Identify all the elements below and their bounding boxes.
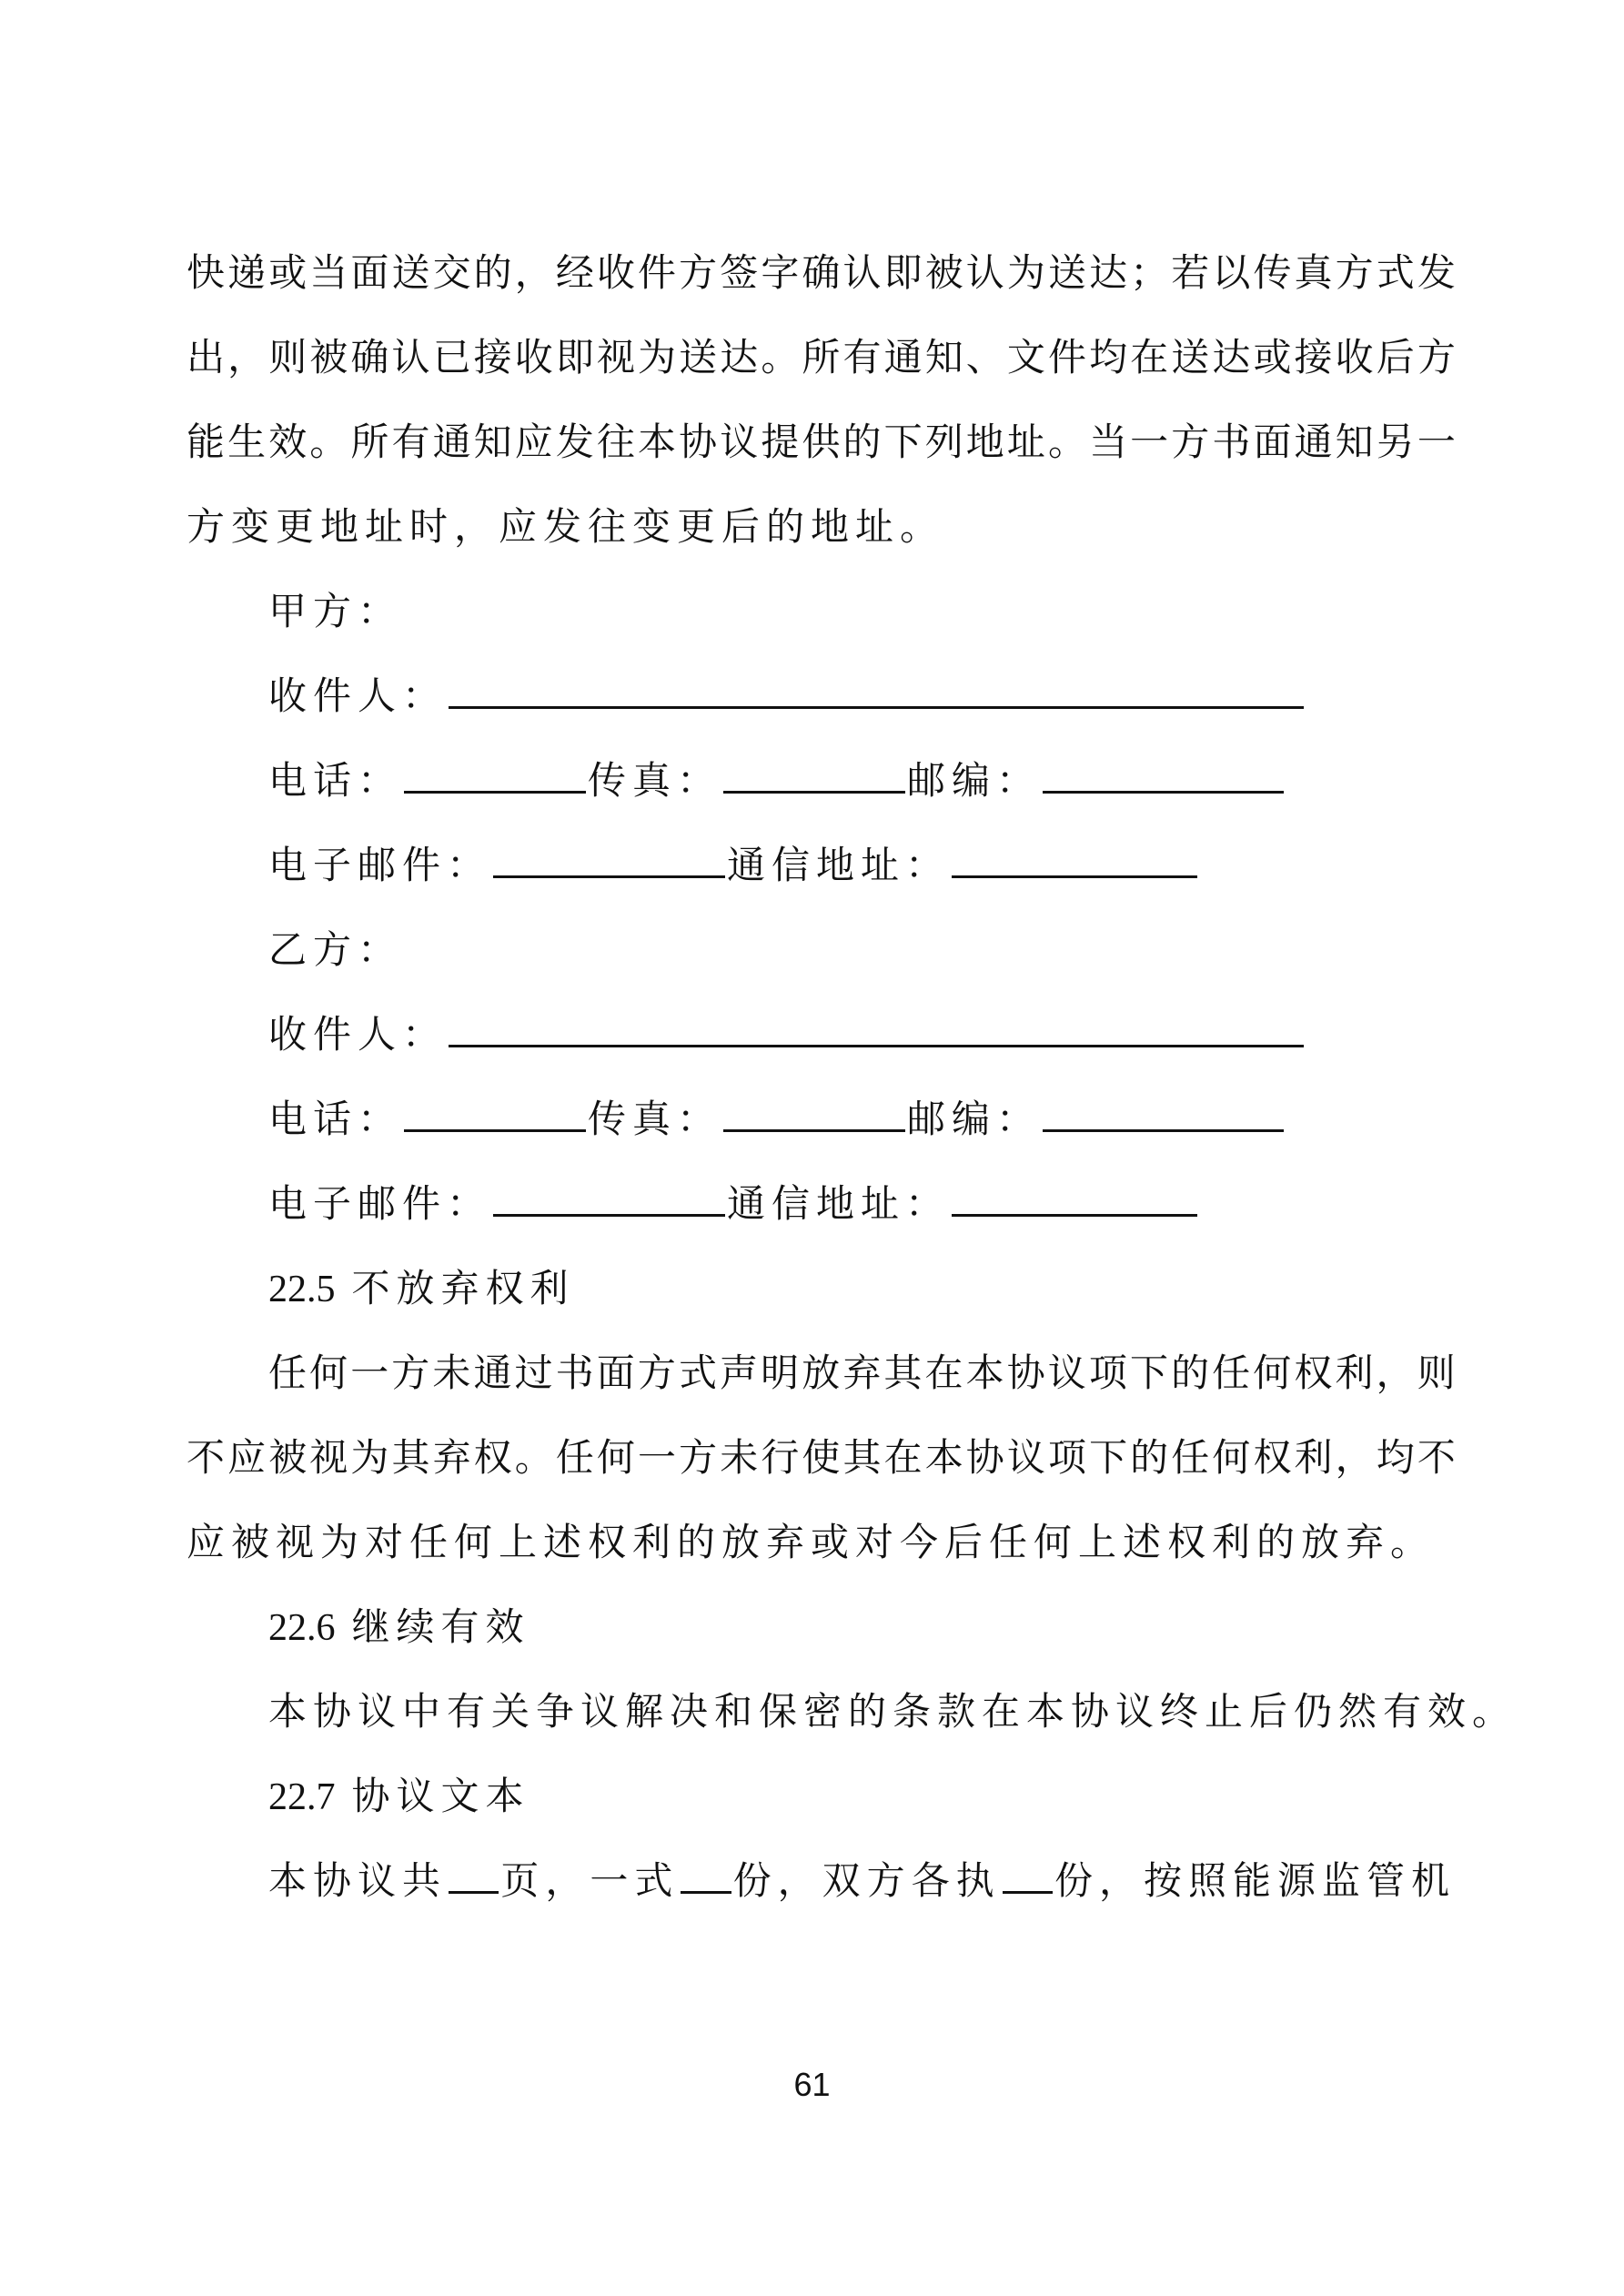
glyph: 书 (1212, 420, 1251, 464)
glyph: 列 (924, 420, 963, 464)
glyph: ； (1130, 250, 1169, 295)
notice-line-1 (187, 246, 1456, 300)
glyph: 权 (473, 1435, 512, 1480)
glyph: 应 (227, 1435, 267, 1480)
glyph: 方 (391, 1350, 430, 1395)
glyph: 方 (1171, 420, 1210, 464)
glyph: 、 (965, 335, 1004, 379)
glyph: 何 (1212, 1435, 1251, 1480)
glyph: 被 (268, 1435, 308, 1480)
glyph: 即 (555, 335, 594, 379)
party-b-email-blank[interactable] (493, 1179, 725, 1217)
glyph: 议 (1047, 1350, 1086, 1395)
glyph: 权 (1294, 1350, 1333, 1395)
glyph: 已 (432, 335, 471, 379)
glyph: 通 (883, 335, 923, 379)
glyph: ， (1376, 1350, 1415, 1395)
glyph: 交 (432, 250, 471, 295)
glyph: 。 (514, 1435, 553, 1480)
section-number: 22.5 (268, 1269, 336, 1310)
glyph: 地 (965, 420, 1004, 464)
text-segment: 份，双方各执 (732, 1858, 1001, 1903)
party-a-email-blank[interactable] (493, 841, 725, 878)
section-22-6-heading (268, 1600, 530, 1654)
glyph: 弃 (432, 1435, 471, 1480)
glyph: 面 (596, 1350, 635, 1395)
glyph: 送 (1047, 250, 1086, 295)
section-22-5-heading (268, 1261, 575, 1316)
glyph: 视 (309, 1435, 348, 1480)
glyph: 任 (1171, 1435, 1210, 1480)
party-b-phone-blank[interactable] (404, 1095, 586, 1132)
phone-label: 电话： (268, 758, 403, 803)
glyph: 能 (187, 420, 226, 464)
glyph: 另 (1376, 420, 1415, 464)
glyph: 任 (555, 1435, 594, 1480)
glyph: 被 (309, 335, 348, 379)
glyph: 式 (678, 1350, 717, 1395)
glyph: 供 (802, 420, 841, 464)
glyph: 声 (720, 1350, 759, 1395)
glyph: 的 (473, 250, 512, 295)
glyph: 确 (802, 250, 841, 295)
glyph: 收 (596, 250, 635, 295)
glyph: 协 (965, 1435, 1004, 1480)
glyph: 为 (638, 335, 677, 379)
glyph: 式 (1376, 250, 1415, 295)
glyph: 视 (596, 335, 635, 379)
address-label: 通信地址： (727, 843, 951, 887)
glyph: 发 (1417, 250, 1456, 295)
glyph: 或 (1253, 335, 1292, 379)
glyph: 知 (473, 420, 512, 464)
glyph: 以 (1212, 250, 1251, 295)
glyph: 在 (1130, 335, 1169, 379)
glyph: 本 (638, 420, 677, 464)
glyph: 利 (1294, 1435, 1333, 1480)
glyph: 认 (965, 250, 1004, 295)
party-b-recipient-row (268, 1007, 1306, 1062)
phone-label: 电话： (268, 1097, 403, 1141)
glyph: 达 (720, 335, 759, 379)
glyph: 则 (1417, 1350, 1456, 1395)
page-number: 61 (793, 2066, 831, 2103)
glyph: 应 (514, 420, 553, 464)
glyph: 件 (638, 250, 677, 295)
glyph: 在 (924, 1350, 963, 1395)
glyph: 文 (1006, 335, 1045, 379)
glyph: 利 (1335, 1350, 1374, 1395)
notice-line-4: 方变更地址时，应发往变更后的地址。 (187, 504, 945, 549)
glyph: 传 (1253, 250, 1292, 295)
party-a-phone-blank[interactable] (404, 756, 586, 794)
glyph: 则 (268, 335, 308, 379)
glyph: 真 (1294, 250, 1333, 295)
section-22-5-line-2 (187, 1431, 1456, 1485)
glyph: 有 (842, 335, 882, 379)
glyph: 明 (761, 1350, 800, 1395)
glyph: 收 (1335, 335, 1374, 379)
glyph: 行 (761, 1435, 800, 1480)
party-a-contact-row (268, 754, 1286, 808)
party-b-title: 乙方： (268, 927, 403, 972)
glyph: 址 (1006, 420, 1045, 464)
glyph: 在 (883, 1435, 923, 1480)
party-b-contact-row (268, 1092, 1286, 1147)
copies-count-blank[interactable] (681, 1856, 731, 1894)
glyph: 。 (761, 335, 800, 379)
party-b-recipient-blank[interactable] (449, 1010, 1304, 1047)
postcode-label: 邮编： (907, 1097, 1042, 1141)
glyph: ， (1335, 1435, 1374, 1480)
glyph: 协 (1006, 1350, 1045, 1395)
notice-line-2 (187, 330, 1456, 385)
glyph: 即 (883, 250, 923, 295)
glyph: 送 (1171, 335, 1210, 379)
pages-count-blank[interactable] (449, 1856, 499, 1894)
glyph: 项 (1047, 1435, 1086, 1480)
section-22-5-line-1 (268, 1346, 1456, 1401)
party-a-title: 甲方： (268, 589, 403, 633)
postcode-label: 邮编： (907, 758, 1042, 803)
glyph: 有 (391, 420, 430, 464)
glyph: 使 (802, 1435, 841, 1480)
glyph: 的 (1171, 1350, 1210, 1395)
party-b-fax-blank[interactable] (723, 1095, 905, 1132)
party-b-postcode-blank[interactable] (1043, 1095, 1284, 1132)
glyph: 为 (350, 1435, 389, 1480)
glyph: 议 (1006, 1435, 1045, 1480)
section-22-6-body: 本协议中有关争议解决和保密的条款在本协议终止后仍然有效。 (268, 1689, 1518, 1734)
glyph: 一 (1130, 420, 1169, 464)
glyph: 达 (1089, 250, 1128, 295)
section-22-7-body (268, 1854, 1456, 1908)
glyph: 通 (432, 420, 471, 464)
glyph: 其 (842, 1435, 882, 1480)
glyph: 接 (1294, 335, 1333, 379)
email-label: 电子邮件： (268, 843, 492, 887)
party-a-email-row (268, 838, 1199, 893)
glyph: 本 (924, 1435, 963, 1480)
section-22-5-line-3: 应被视为对任何上述权利的放弃或对今后任何上述权利的放弃。 (187, 1520, 1436, 1564)
address-label: 通信地址： (727, 1181, 951, 1226)
glyph: 一 (638, 1435, 677, 1480)
glyph: 下 (1089, 1435, 1128, 1480)
glyph: 知 (1335, 420, 1374, 464)
glyph: 面 (1253, 420, 1292, 464)
glyph: 后 (1376, 335, 1415, 379)
glyph: 何 (596, 1435, 635, 1480)
section-title: 协议文本 (351, 1774, 530, 1818)
text-segment: 份，按照能源监管机 (1054, 1858, 1456, 1903)
glyph: 议 (720, 420, 759, 464)
glyph: 收 (514, 335, 553, 379)
glyph: 当 (309, 250, 348, 295)
each-party-copies-blank[interactable] (1003, 1856, 1053, 1894)
glyph: 下 (883, 420, 923, 464)
email-label: 电子邮件： (268, 1181, 492, 1226)
glyph: 放 (802, 1350, 841, 1395)
glyph: 递 (227, 250, 267, 295)
glyph: 面 (350, 250, 389, 295)
glyph: 方 (679, 250, 718, 295)
glyph: 协 (679, 420, 718, 464)
glyph: 出 (187, 335, 226, 379)
glyph: ， (514, 250, 553, 295)
notice-line-3 (187, 415, 1456, 470)
glyph: 项 (1088, 1350, 1127, 1395)
fax-label: 传真： (588, 1097, 722, 1141)
section-22-7-heading (268, 1769, 530, 1824)
glyph: 发 (555, 420, 594, 464)
glyph: 过 (514, 1350, 553, 1395)
glyph: 所 (802, 335, 841, 379)
glyph: 签 (720, 250, 759, 295)
glyph: 其 (883, 1350, 923, 1395)
glyph: 一 (350, 1350, 389, 1395)
glyph: 何 (1253, 1350, 1292, 1395)
glyph: 当 (1089, 420, 1128, 464)
glyph: 方 (679, 1435, 718, 1480)
glyph: 所 (350, 420, 389, 464)
party-a-fax-blank[interactable] (723, 756, 905, 794)
glyph: 书 (555, 1350, 594, 1395)
glyph: 其 (391, 1435, 430, 1480)
glyph: 往 (596, 420, 635, 464)
glyph: 字 (761, 250, 800, 295)
party-a-address-blank[interactable] (952, 841, 1197, 878)
glyph: 方 (1417, 335, 1456, 379)
glyph: 任 (268, 1350, 308, 1395)
glyph: 不 (187, 1435, 226, 1480)
glyph: 未 (720, 1435, 759, 1480)
glyph: 本 (965, 1350, 1004, 1395)
glyph: 认 (391, 335, 430, 379)
section-number: 22.7 (268, 1776, 336, 1818)
glyph: 均 (1089, 335, 1128, 379)
glyph: 为 (1006, 250, 1045, 295)
glyph: 一 (1417, 420, 1456, 464)
glyph: 。 (309, 420, 348, 464)
glyph: 知 (924, 335, 963, 379)
glyph: 未 (432, 1350, 471, 1395)
glyph: 送 (679, 335, 718, 379)
glyph: 权 (1253, 1435, 1292, 1480)
party-a-recipient-row (268, 669, 1306, 723)
glyph: 生 (227, 420, 267, 464)
glyph: 的 (1130, 1435, 1169, 1480)
glyph: 达 (1212, 335, 1251, 379)
glyph: 接 (473, 335, 512, 379)
glyph: 送 (391, 250, 430, 295)
party-a-postcode-blank[interactable] (1043, 756, 1284, 794)
glyph: 经 (555, 250, 594, 295)
recipient-label: 收件人： (268, 673, 448, 718)
glyph: 提 (761, 420, 800, 464)
glyph: 通 (1294, 420, 1333, 464)
glyph: 的 (842, 420, 882, 464)
glyph: 通 (473, 1350, 512, 1395)
glyph: 。 (1047, 420, 1086, 464)
text-segment: 本协议共 (268, 1858, 448, 1903)
section-title: 不放弃权利 (351, 1266, 575, 1310)
glyph: 方 (637, 1350, 676, 1395)
party-a-recipient-blank[interactable] (449, 672, 1304, 709)
glyph: 下 (1129, 1350, 1168, 1395)
glyph: 方 (1335, 250, 1374, 295)
party-b-address-blank[interactable] (952, 1179, 1197, 1217)
glyph: 弃 (842, 1350, 882, 1395)
fax-label: 传真： (588, 758, 722, 803)
glyph: 认 (842, 250, 882, 295)
glyph: 件 (1047, 335, 1086, 379)
glyph: 若 (1171, 250, 1210, 295)
party-b-email-row (268, 1177, 1199, 1231)
glyph: 不 (1417, 1435, 1456, 1480)
text-segment: 页，一式 (500, 1858, 680, 1903)
glyph: 效 (268, 420, 308, 464)
glyph: 何 (309, 1350, 348, 1395)
section-title: 继续有效 (351, 1604, 530, 1649)
glyph: 任 (1212, 1350, 1251, 1395)
glyph: 或 (268, 250, 308, 295)
glyph: ， (227, 335, 267, 379)
glyph: 均 (1376, 1435, 1415, 1480)
recipient-label: 收件人： (268, 1012, 448, 1057)
glyph: 被 (924, 250, 963, 295)
glyph: 快 (187, 250, 226, 295)
section-number: 22.6 (268, 1607, 336, 1649)
glyph: 确 (350, 335, 389, 379)
